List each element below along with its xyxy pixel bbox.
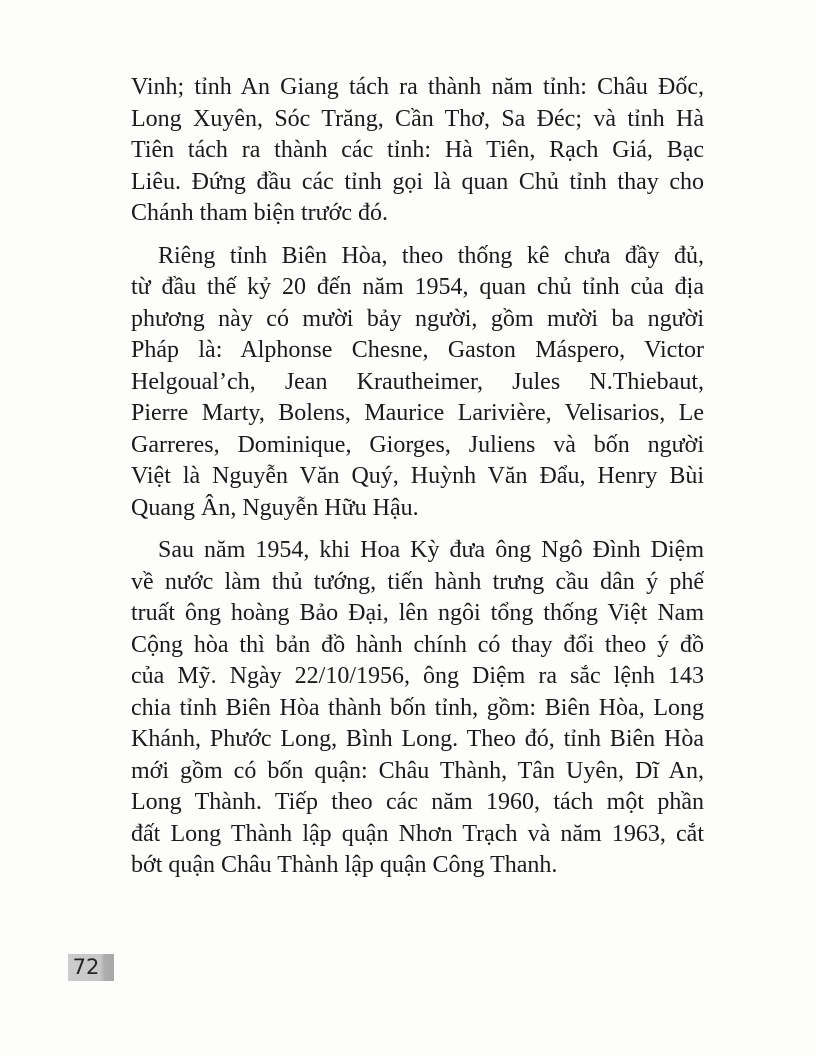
text-line: đất Long Thành lập quận Nhơn Trạch và năm 1963, cắt: [131, 820, 704, 847]
paragraph: [131, 535, 704, 882]
text-line: phương này có mười bảy người, gồm mười ba người: [131, 305, 704, 332]
text-line: Pháp là: Alphonse Chesne, Gaston Máspero, Victor: [131, 337, 704, 363]
text-line: Liêu. Đứng đầu các tỉnh gọi là quan Chủ tỉnh thay cho: [131, 168, 704, 195]
page-number-label: 72: [72, 955, 100, 979]
text-line: Vinh; tỉnh An Giang tách ra thành năm tỉnh: Châu Đốc,: [131, 74, 704, 100]
text-line: Pierre Marty, Bolens, Maurice Larivière, Velisarios, Le: [131, 400, 704, 426]
text-line: truất ông hoàng Bảo Đại, lên ngôi tổng thống Việt Nam: [131, 600, 704, 626]
text-line: Quang Ân, Nguyễn Hữu Hậu.: [131, 494, 419, 521]
paragraph: [131, 72, 704, 230]
page-number-box: [68, 954, 114, 981]
text-line: Helgoual’ch, Jean Krautheimer, Jules N.Thiebaut,: [131, 368, 704, 395]
paragraph: [131, 241, 704, 525]
text-line: về nước làm thủ tướng, tiến hành trưng cầu dân ý phế: [131, 568, 704, 595]
text-line: Việt là Nguyễn Văn Quý, Huỳnh Văn Đẩu, Henry Bùi: [131, 463, 704, 489]
text-line: chia tỉnh Biên Hòa thành bốn tỉnh, gồm: Biên Hòa, Long: [131, 694, 704, 721]
text-line: Riêng tỉnh Biên Hòa, theo thống kê chưa đầy đủ,: [158, 242, 704, 269]
text-line: Cộng hòa thì bản đồ hành chính có thay đổi theo ý đồ: [131, 631, 704, 658]
text-line: Long Thành. Tiếp theo các năm 1960, tách một phần: [131, 789, 704, 815]
text-line: từ đầu thế kỷ 20 đến năm 1954, quan chủ tỉnh của địa: [131, 274, 704, 300]
text-line: Long Xuyên, Sóc Trăng, Cần Thơ, Sa Đéc; và tỉnh Hà: [131, 105, 704, 132]
text-block: [131, 72, 704, 882]
text-line: Sau năm 1954, khi Hoa Kỳ đưa ông Ngô Đình Diệm: [158, 537, 704, 563]
text-line: Garreres, Dominique, Giorges, Juliens và bốn người: [131, 431, 704, 458]
text-line: của Mỹ. Ngày 22/10/1956, ông Diệm ra sắc lệnh 143: [131, 663, 704, 689]
text-line: Khánh, Phước Long, Bình Long. Theo đó, tỉnh Biên Hòa: [131, 726, 704, 752]
text-line: bớt quận Châu Thành lập quận Công Thanh.: [131, 852, 558, 878]
text-line: Tiên tách ra thành các tỉnh: Hà Tiên, Rạch Giá, Bạc: [131, 137, 704, 163]
text-line: mới gồm có bốn quận: Châu Thành, Tân Uyên, Dĩ An,: [131, 757, 704, 784]
text-line: Chánh tham biện trước đó.: [131, 200, 388, 226]
